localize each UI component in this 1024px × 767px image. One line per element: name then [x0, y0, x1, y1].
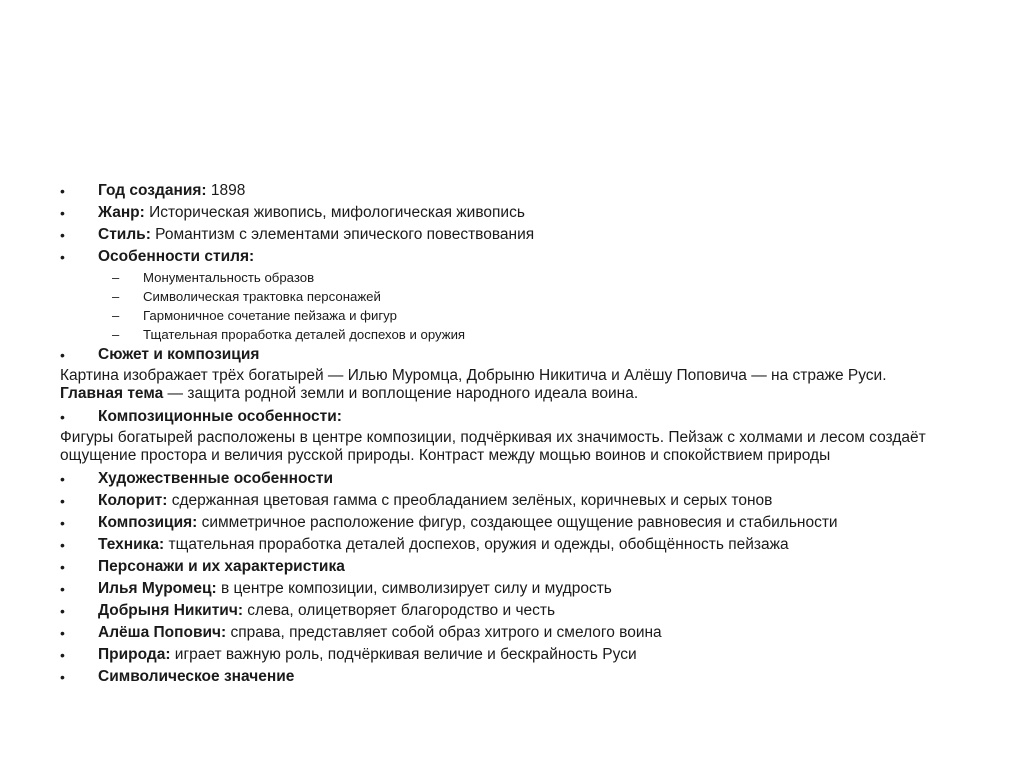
composition2-label: Композиция:	[98, 514, 198, 531]
list-item-artistic	[60, 468, 980, 490]
dash: –	[112, 308, 120, 323]
characters-label: Персонажи и их характеристика	[98, 558, 345, 575]
list-item-style	[60, 224, 980, 246]
genre-label: Жанр:	[98, 204, 145, 221]
bullet: •	[60, 493, 65, 509]
slide-content	[60, 180, 980, 688]
list-item-characters	[60, 556, 980, 578]
sub-list-item	[60, 306, 980, 325]
bullet: •	[60, 669, 65, 685]
bullet: •	[60, 205, 65, 221]
bullet: •	[60, 581, 65, 597]
bullet: •	[60, 471, 65, 487]
bullet: •	[60, 559, 65, 575]
bullet: •	[60, 537, 65, 553]
year-label: Год создания:	[98, 182, 207, 199]
artistic-label: Художественные особенности	[98, 470, 333, 487]
style-label: Стиль:	[98, 226, 151, 243]
technique-value: тщательная проработка деталей доспехов, оружия и одежды, обобщённость пейзажа	[164, 536, 789, 553]
dash: –	[112, 289, 120, 304]
feature-text: Гармоничное сочетание пейзажа и фигур	[143, 308, 397, 323]
nature-label: Природа:	[98, 646, 171, 663]
bullet: •	[60, 249, 65, 265]
sub-list-item	[60, 287, 980, 306]
feature-text: Символическая трактовка персонажей	[143, 289, 381, 304]
year-value: 1898	[206, 182, 246, 199]
composition-label: Композиционные особенности:	[98, 408, 342, 425]
list-item-alyosha	[60, 622, 980, 644]
colorite-value: сдержанная цветовая гамма с преобладанием зелёных, коричневых и серых тонов	[167, 492, 773, 509]
dobrynya-label: Добрыня Никитич:	[98, 602, 243, 619]
genre-value: Историческая живопись, мифологическая живопись	[144, 204, 525, 221]
technique-label: Техника:	[98, 536, 165, 553]
ilya-label: Илья Муромец:	[98, 580, 217, 597]
list-item-genre	[60, 202, 980, 224]
dobrynya-value: слева, олицетворяет благородство и честь	[242, 602, 556, 619]
list-item-symbolic	[60, 666, 980, 688]
composition2-value: симметричное расположение фигур, создающее ощущение равновесия и стабильности	[197, 514, 838, 531]
bullet: •	[60, 409, 65, 425]
bullet: •	[60, 347, 65, 363]
symbolic-label: Символическое значение	[98, 668, 295, 685]
list-item-colorite	[60, 490, 980, 512]
colorite-label: Колорит:	[98, 492, 168, 509]
features-label: Особенности стиля:	[98, 248, 255, 265]
plot-paragraph: Картина изображает трёх богатырей — Илью Муромца, Добрыню Никитича и Алёшу Поповича — на страже Руси. Главная тема — защита родной земли и воплощение народного идеала воина.	[60, 367, 887, 402]
list-item-ilya	[60, 578, 980, 600]
bullet: •	[60, 603, 65, 619]
list-item-year	[60, 180, 980, 202]
list-item-features	[60, 246, 980, 268]
style-value: Романтизм с элементами эпического повествования	[150, 226, 535, 243]
alyosha-value: справа, представляет собой образ хитрого и смелого воина	[226, 624, 662, 641]
nature-value: играет важную роль, подчёркивая величие и бескрайность Руси	[170, 646, 637, 663]
feature-text: Монументальность образов	[143, 270, 315, 285]
ilya-value: в центре композиции, символизирует силу и мудрость	[216, 580, 612, 597]
list-item-plot	[60, 344, 980, 366]
feature-text: Тщательная проработка деталей доспехов и оружия	[143, 327, 466, 342]
sub-list-item	[60, 325, 980, 344]
dash: –	[112, 270, 120, 285]
bullet: •	[60, 647, 65, 663]
bullet: •	[60, 625, 65, 641]
dash: –	[112, 327, 120, 342]
composition-paragraph: Фигуры богатырей расположены в центре композиции, подчёркивая их значимость. Пейзаж с холмами и лесом создаёт ощущение простора и величия русской природы. Контраст между мощью воинов и спокойствием природы	[60, 429, 926, 464]
list-item-dobrynya	[60, 600, 980, 622]
list-item-composition2	[60, 512, 980, 534]
bullet: •	[60, 227, 65, 243]
bullet: •	[60, 515, 65, 531]
list-item-nature	[60, 644, 980, 666]
list-item-composition	[60, 406, 980, 428]
plot-label: Сюжет и композиция	[98, 346, 260, 363]
alyosha-label: Алёша Попович:	[98, 624, 227, 641]
bullet: •	[60, 183, 65, 199]
sub-list-item	[60, 268, 980, 287]
list-item-technique	[60, 534, 980, 556]
